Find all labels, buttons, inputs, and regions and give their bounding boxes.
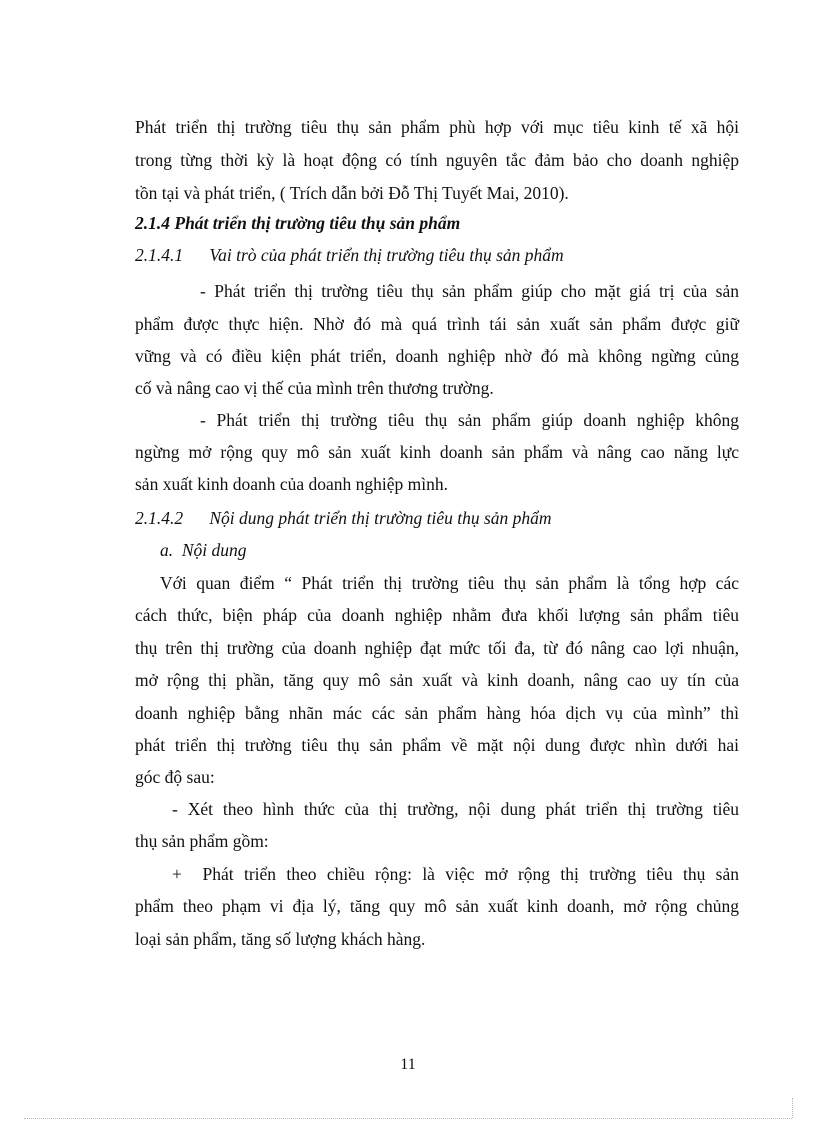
- intro-line-3: tồn tại và phát triển, ( Trích dẫn bởi Đỗ Thị Tuyết Mai, 2010).: [135, 183, 569, 203]
- section-heading-2-1-4-2: 2.1.4.2 Nội dung phát triển thị trường tiêu thụ sản phẩm: [135, 508, 552, 528]
- subheading-a: a. Nội dung: [160, 540, 247, 560]
- role-1-line-1: - Phát triển thị trường tiêu thụ sản phẩm giúp cho mặt giá trị của sản: [200, 281, 739, 301]
- intro-line-2: trong từng thời kỳ là hoạt động có tính nguyên tắc đảm bảo cho doanh nghiệp: [135, 150, 739, 170]
- role-2-line-1: - Phát triển thị trường tiêu thụ sản phẩm giúp doanh nghiệp không: [200, 410, 739, 430]
- content-line-6: phát triển thị trường tiêu thụ sản phẩm về mặt nội dung được nhìn dưới hai: [135, 735, 739, 755]
- section-heading-2-1-4-1: 2.1.4.1 Vai trò của phát triển thị trường tiêu thụ sản phẩm: [135, 245, 564, 265]
- content-line-1: Với quan điểm “ Phát triển thị trường tiêu thụ sản phẩm là tổng hợp các: [160, 573, 739, 593]
- content-line-7: góc độ sau:: [135, 767, 215, 787]
- content-line-3: thụ trên thị trường của doanh nghiệp đạt mức tối đa, từ đó nâng cao lợi nhuận,: [135, 638, 739, 658]
- content-line-5: doanh nghiệp bằng nhãn mác các sản phẩm hàng hóa dịch vụ của mình” thì: [135, 703, 739, 723]
- content-line-4: mở rộng thị phần, tăng quy mô sản xuất và kinh doanh, nâng cao uy tín của: [135, 670, 739, 690]
- width-line-3: loại sản phẩm, tăng số lượng khách hàng.: [135, 929, 426, 949]
- content-line-2: cách thức, biện pháp của doanh nghiệp nhằm đưa khối lượng sản phẩm tiêu: [135, 605, 739, 625]
- section-heading-2-1-4: 2.1.4 Phát triển thị trường tiêu thụ sản phẩm: [135, 213, 461, 233]
- role-1-line-2: phẩm được thực hiện. Nhờ đó mà quá trình tái sản xuất sản phẩm được giữ: [135, 314, 739, 334]
- role-2-line-3: sản xuất kinh doanh của doanh nghiệp mình.: [135, 474, 448, 494]
- role-1-line-4: cố và nâng cao vị thế của mình trên thương trường.: [135, 378, 494, 398]
- page-right-border: [792, 1098, 793, 1118]
- page-bottom-border: [24, 1118, 792, 1119]
- width-line-1: + Phát triển theo chiều rộng: là việc mở rộng thị trường tiêu thụ sản: [172, 864, 739, 884]
- form-line-1: - Xét theo hình thức của thị trường, nội dung phát triển thị trường tiêu: [172, 799, 739, 819]
- form-line-2: thụ sản phẩm gồm:: [135, 831, 269, 851]
- intro-line-1: Phát triển thị trường tiêu thụ sản phẩm phù hợp với mục tiêu kinh tế xã hội: [135, 117, 739, 137]
- width-line-2: phẩm theo phạm vi địa lý, tăng quy mô sản xuất kinh doanh, mở rộng chủng: [135, 896, 739, 916]
- role-1-line-3: vững và có điều kiện phát triển, doanh nghiệp nhờ đó mà không ngừng củng: [135, 346, 739, 366]
- role-2-line-2: ngừng mở rộng quy mô sản xuất kinh doanh sản phẩm và nâng cao năng lực: [135, 442, 739, 462]
- page-number: 11: [400, 1056, 416, 1073]
